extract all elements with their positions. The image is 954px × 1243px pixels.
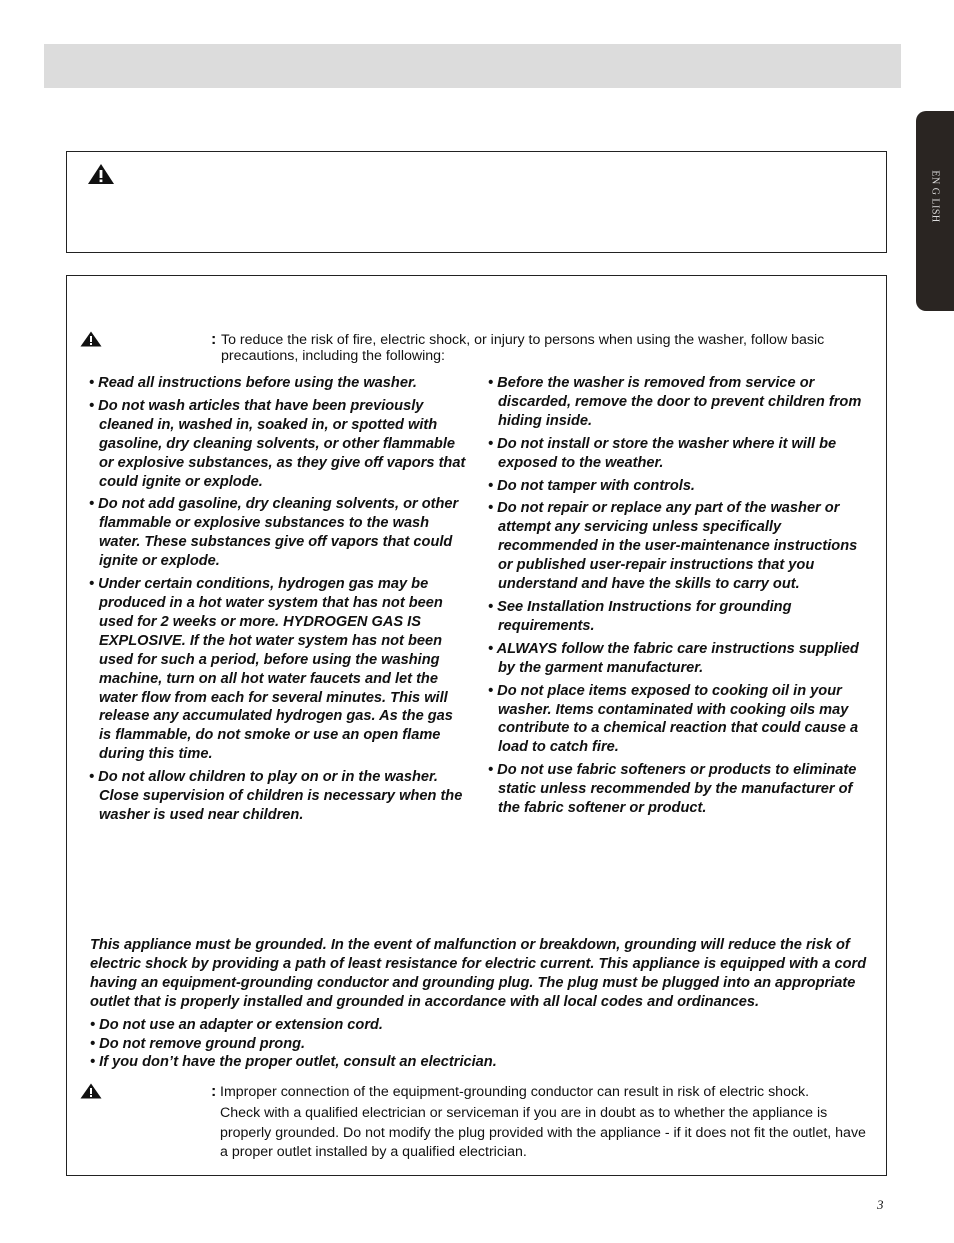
list-item: • Do not remove ground prong.	[90, 1035, 306, 1052]
list-item: • Do not use an adapter or extension cord.	[90, 1016, 383, 1033]
right-column-list	[488, 374, 866, 822]
list-item: • Do not tamper with controls.	[488, 477, 695, 494]
list-item: • Do not repair or replace any part of the washer or attempt any servicing unless specifically recommended in the user-maintenance instructions or published user-repair instructions that you understand and have the skills to carry out.	[488, 500, 858, 593]
grounding-warning-line1: Improper connection of the equipment-grounding conductor can result in risk of electric shock.	[220, 1084, 810, 1100]
warning-precautions-text: To reduce the risk of fire, electric shock, or injury to persons when using the washer, follow basic precautions, including the following:	[221, 332, 825, 364]
list-item: • If you don’t have the proper outlet, consult an electrician.	[90, 1054, 497, 1071]
list-item: • Do not wash articles that have been previously cleaned in, washed in, soaked in, or spotted with gasoline, dry cleaning solvents, or other flammable or explosive substances, as they give off vapors that could ignite or explode.	[89, 397, 466, 490]
warning-triangle-icon	[87, 163, 115, 185]
list-item: • Before the washer is removed from service or discarded, remove the door to prevent children from hiding inside.	[488, 375, 862, 429]
list-item: • Do not install or store the washer where it will be exposed to the weather.	[488, 435, 837, 471]
language-tab-label: EN G LISH	[929, 170, 941, 223]
list-item: • ALWAYS follow the fabric care instructions supplied by the garment manufacturer.	[488, 640, 859, 676]
header-bar	[44, 44, 901, 88]
warning-triangle-icon	[80, 331, 102, 347]
warning-triangle-icon	[80, 1083, 102, 1099]
left-column-list	[89, 374, 469, 829]
grounding-paragraph: This appliance must be grounded. In the event of malfunction or breakdown, grounding will reduce the risk of electric shock by providing a path of least resistance for electric current. This appliance is equipped with a cord having an equipment-grounding conductor and grounding plug. The plug must be plugged into an appropriate outlet that is properly installed and grounded in accordance with all local codes and ordinances.	[90, 937, 867, 1010]
list-item: • Under certain conditions, hydrogen gas may be produced in a hot water system that has not been used for 2 weeks or more. HYDROGEN GAS IS EXPLOSIVE. If the hot water system has not been used for such a period, before using the washing machine, turn on all hot water faucets and let the water flow from each for several minutes. This will release any accumulated hydrogen gas. As the gas is flammable, do not smoke or use an open flame during this time.	[89, 576, 453, 763]
page-number: 3	[877, 1197, 884, 1212]
list-item: • Do not allow children to play on or in the washer. Close supervision of children is necessary when the washer is used near children.	[89, 769, 463, 823]
grounding-instructions	[90, 936, 880, 1072]
warning-colon: :	[211, 1083, 217, 1100]
language-side-tab	[916, 111, 954, 311]
list-item: • Do not place items exposed to cooking oil in your washer. Items contaminated with cooking oils may contribute to a chemical reaction that could cause a load to catch fire.	[488, 682, 859, 756]
warning-colon: :	[211, 331, 217, 348]
list-item: • Do not add gasoline, dry cleaning solvents, or other flammable or explosive substances to the wash water. These substances give off vapors that could ignite or explode.	[89, 496, 459, 570]
list-item: • See Installation Instructions for grounding requirements.	[488, 598, 792, 634]
list-item: • Read all instructions before using the washer.	[89, 375, 417, 391]
important-safety-box	[66, 151, 887, 253]
list-item: • Do not use fabric softeners or products to eliminate static unless recommended by the manufacturer of the fabric softener or product.	[488, 762, 857, 817]
grounding-warning-line2: Check with a qualified electrician or serviceman if you are in doubt as to whether the appliance is properly grounded. Do not modify the plug provided with the appliance - if it does not fit the outlet, have a proper outlet installed by a qualified electrician.	[220, 1105, 866, 1160]
